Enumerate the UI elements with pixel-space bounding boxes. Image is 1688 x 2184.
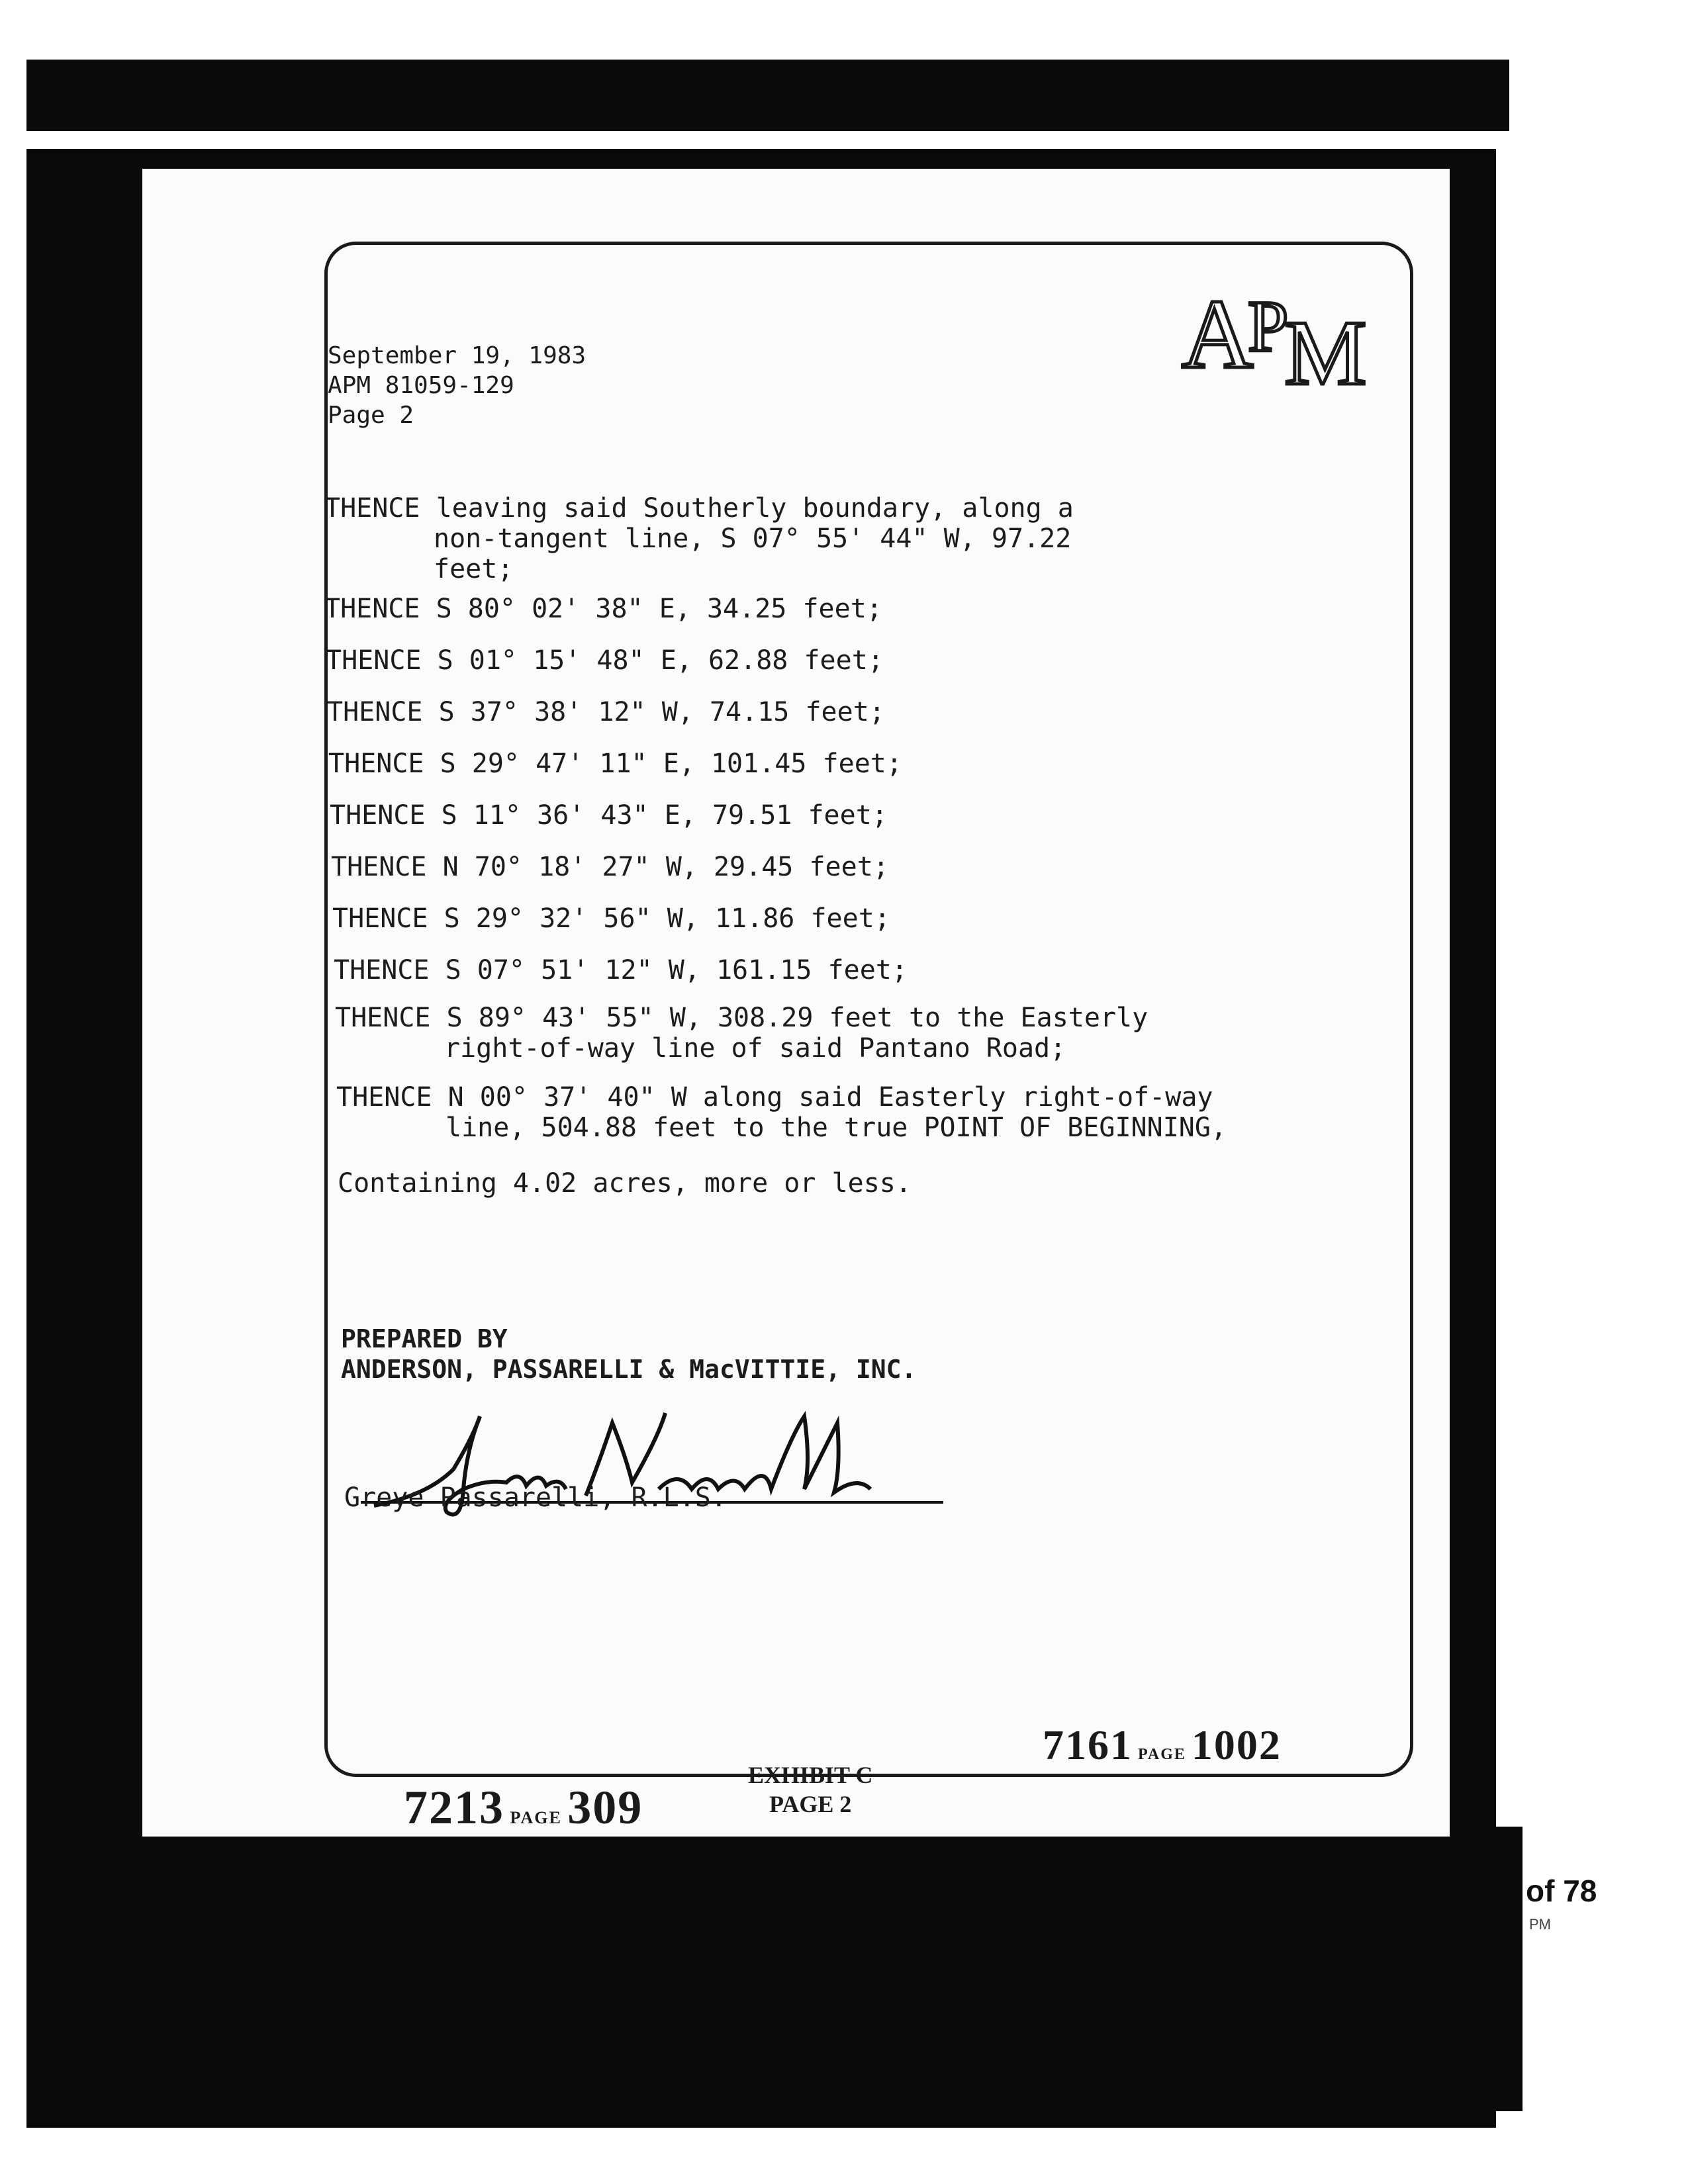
- prepared-by-company: ANDERSON, PASSARELLI & MacVITTIE, INC.: [341, 1355, 917, 1384]
- time-suffix: PM: [1529, 1916, 1551, 1933]
- book-page-stamp-right: 7161 PAGE 1002: [1043, 1721, 1282, 1768]
- course-line: non-tangent line, S 07° 55' 44" W, 97.22: [434, 523, 1072, 554]
- course-line: right-of-way line of said Pantano Road;: [444, 1033, 1066, 1064]
- course-line: THENCE S 89° 43' 55" W, 308.29 feet to the Easterly: [335, 1003, 1149, 1033]
- containing-acres: Containing 4.02 acres, more or less.: [338, 1168, 912, 1199]
- prepared-by-label: PREPARED BY: [341, 1324, 508, 1353]
- page-number: 1002: [1191, 1721, 1282, 1768]
- signatory-name: Greye Passarelli, R.L.S.: [344, 1482, 727, 1513]
- letter-header: [328, 341, 586, 430]
- svg-text:M: M: [1284, 302, 1367, 400]
- svg-text:P: P: [1248, 286, 1289, 367]
- exhibit-title: EXHIBIT C: [748, 1762, 873, 1788]
- book-number: 7213: [404, 1781, 504, 1834]
- course-3: THENCE S 01° 15' 48" E, 62.88 feet;: [326, 645, 884, 676]
- prepared-by: [341, 1324, 916, 1385]
- course-4: THENCE S 37° 38' 12" W, 74.15 feet;: [327, 697, 885, 727]
- book-page-stamp-left: 7213 PAGE 309: [404, 1781, 643, 1834]
- course-5: THENCE S 29° 47' 11" E, 101.45 feet;: [328, 749, 902, 779]
- course-line: line, 504.88 feet to the true POINT OF BEGINNING,: [445, 1113, 1227, 1143]
- scan-border-top: [26, 60, 1509, 132]
- course-6: THENCE S 11° 36' 43" E, 79.51 feet;: [330, 800, 888, 831]
- course-8: THENCE S 29° 32' 56" W, 11.86 feet;: [332, 903, 890, 934]
- course-11: [336, 1082, 1227, 1143]
- header-apm-number: APM 81059-129: [328, 372, 514, 399]
- course-1: [324, 493, 1074, 584]
- course-10: [335, 1003, 1148, 1064]
- header-date: September 19, 1983: [328, 342, 586, 369]
- course-line: THENCE N 00° 37' 40" W along said Easterly right-of-way: [336, 1082, 1213, 1113]
- course-line: feet;: [434, 554, 514, 584]
- apm-logo: [1175, 268, 1393, 400]
- page-count: of 78: [1526, 1874, 1597, 1908]
- course-9: THENCE S 07° 51' 12" W, 161.15 feet;: [334, 955, 908, 985]
- header-page: Page 2: [328, 402, 414, 429]
- exhibit-page: PAGE 2: [769, 1791, 852, 1817]
- course-2: THENCE S 80° 02' 38" E, 34.25 feet;: [324, 594, 882, 624]
- scan-white-band: [26, 131, 1509, 150]
- course-line: THENCE leaving said Southerly boundary, along a: [324, 493, 1074, 523]
- page-number: 309: [567, 1781, 643, 1834]
- book-number: 7161: [1043, 1721, 1133, 1768]
- svg-text:A: A: [1182, 279, 1247, 389]
- scan-border-bottom: [46, 1827, 1523, 2111]
- exhibit-label: [748, 1760, 872, 1819]
- course-7: THENCE N 70° 18' 27" W, 29.45 feet;: [331, 852, 889, 882]
